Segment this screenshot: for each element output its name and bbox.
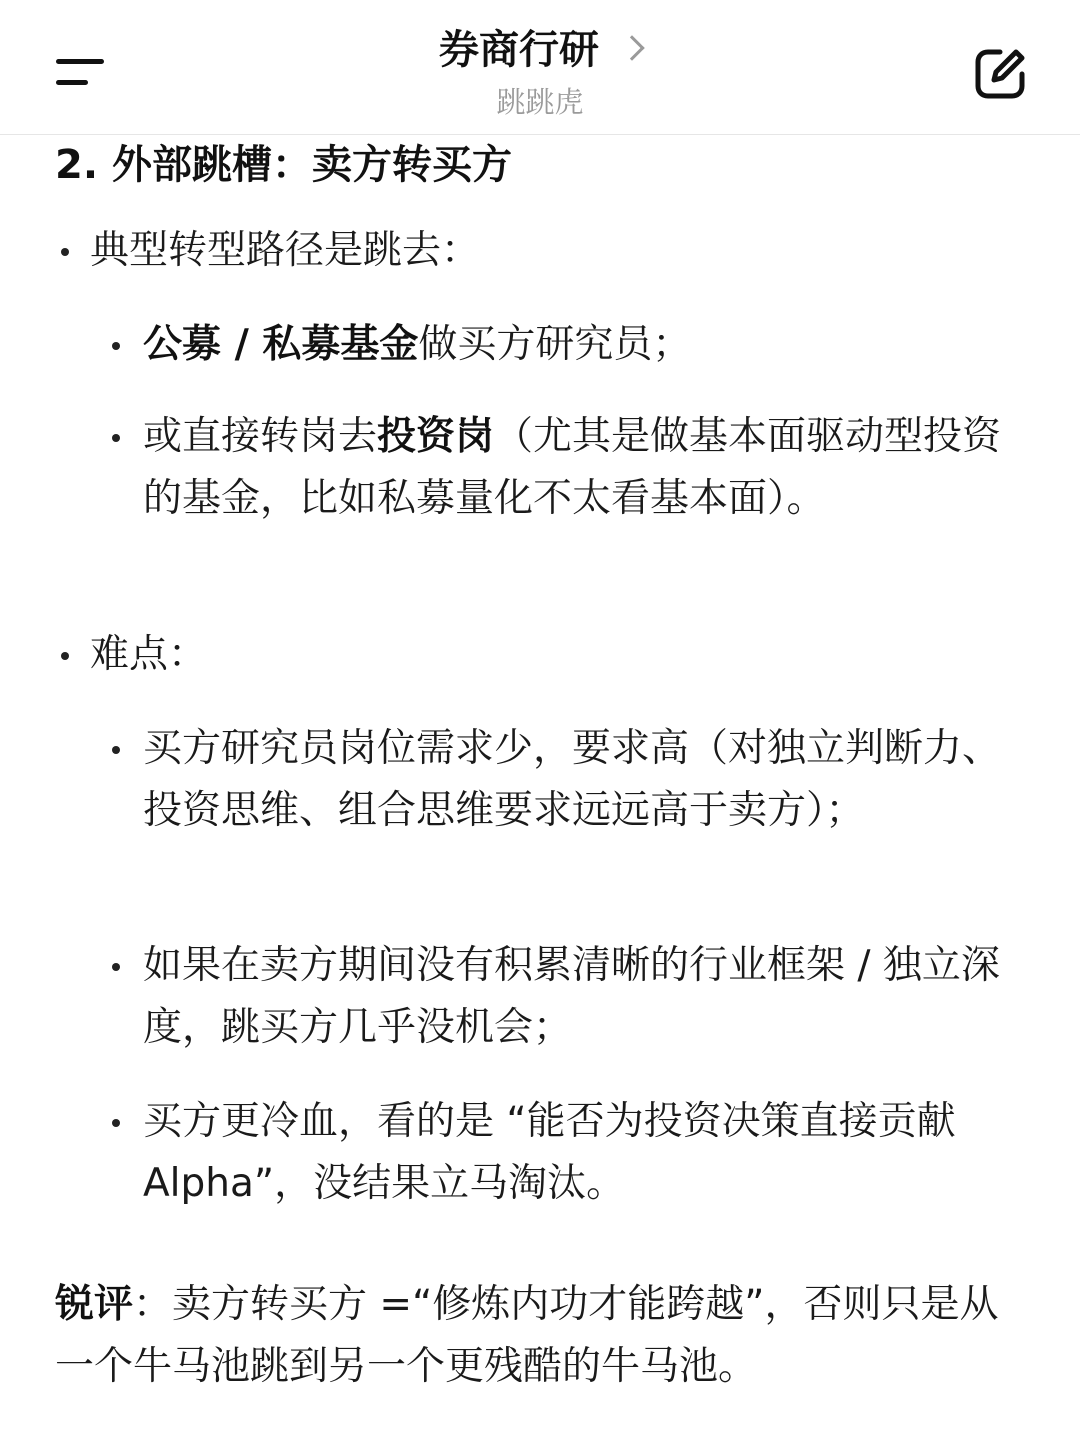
edit-icon[interactable] (968, 42, 1032, 106)
edit-icon-graphic (968, 42, 1032, 106)
summary-paragraph (55, 1274, 1035, 1398)
bullet-dot (112, 963, 120, 971)
investment-role-text: 投资岗 (377, 414, 495, 459)
list-item-difficulty (90, 624, 1050, 686)
list-item (143, 314, 1023, 376)
list-item (143, 1091, 1023, 1215)
bullet-dot (61, 248, 69, 256)
difficulty-label: 难点： (90, 632, 208, 677)
list-item (143, 406, 1023, 530)
item-text: 做买方研究员； (418, 322, 692, 367)
item-text: 买方研究员岗位需求少，要求高（对独立判断力、投资思维、组合思维要求远远高于卖方）； (143, 726, 1002, 833)
item-text: 或直接转岗去 (143, 414, 378, 459)
list-item (143, 718, 1023, 842)
fund-type-text: 公募 / 私募基金 (143, 322, 419, 367)
list-item (143, 935, 1023, 1059)
list-item-path (90, 220, 1050, 282)
path-label: 典型转型路径是跳去： (90, 228, 481, 273)
summary-text: ：卖方转买方 =“修炼内功才能跨越”，否则只是从一个牛马池跳到另一个更残酷的牛马池。 (55, 1282, 999, 1389)
page-subtitle: 跳跳虎 (496, 85, 584, 119)
title-link[interactable] (439, 20, 641, 80)
summary-label: 锐评 (55, 1282, 134, 1327)
bullet-dot (112, 434, 120, 442)
page-title: 券商行研 (439, 27, 599, 73)
bullet-dot (112, 746, 120, 754)
item-text: 买方更冷血，看的是 “能否为投资决策直接贡献 Alpha”，没结果立马淘汰。 (143, 1099, 956, 1206)
section-heading: 2. 外部跳槽：卖方转买方 (55, 142, 512, 188)
bullet-dot (112, 1119, 120, 1127)
bullet-dot (112, 342, 120, 350)
item-text: 如果在卖方期间没有积累清晰的行业框架 / 独立深度，跳买方几乎没机会； (143, 943, 1000, 1050)
title-block (0, 20, 1080, 124)
chevron-right-icon (619, 35, 644, 60)
item-text: （尤其是做基本面驱动型投资的基金，比如私募量化不太看基本面）。 (143, 414, 1002, 521)
top-bar (0, 0, 1080, 135)
bullet-dot (61, 652, 69, 660)
